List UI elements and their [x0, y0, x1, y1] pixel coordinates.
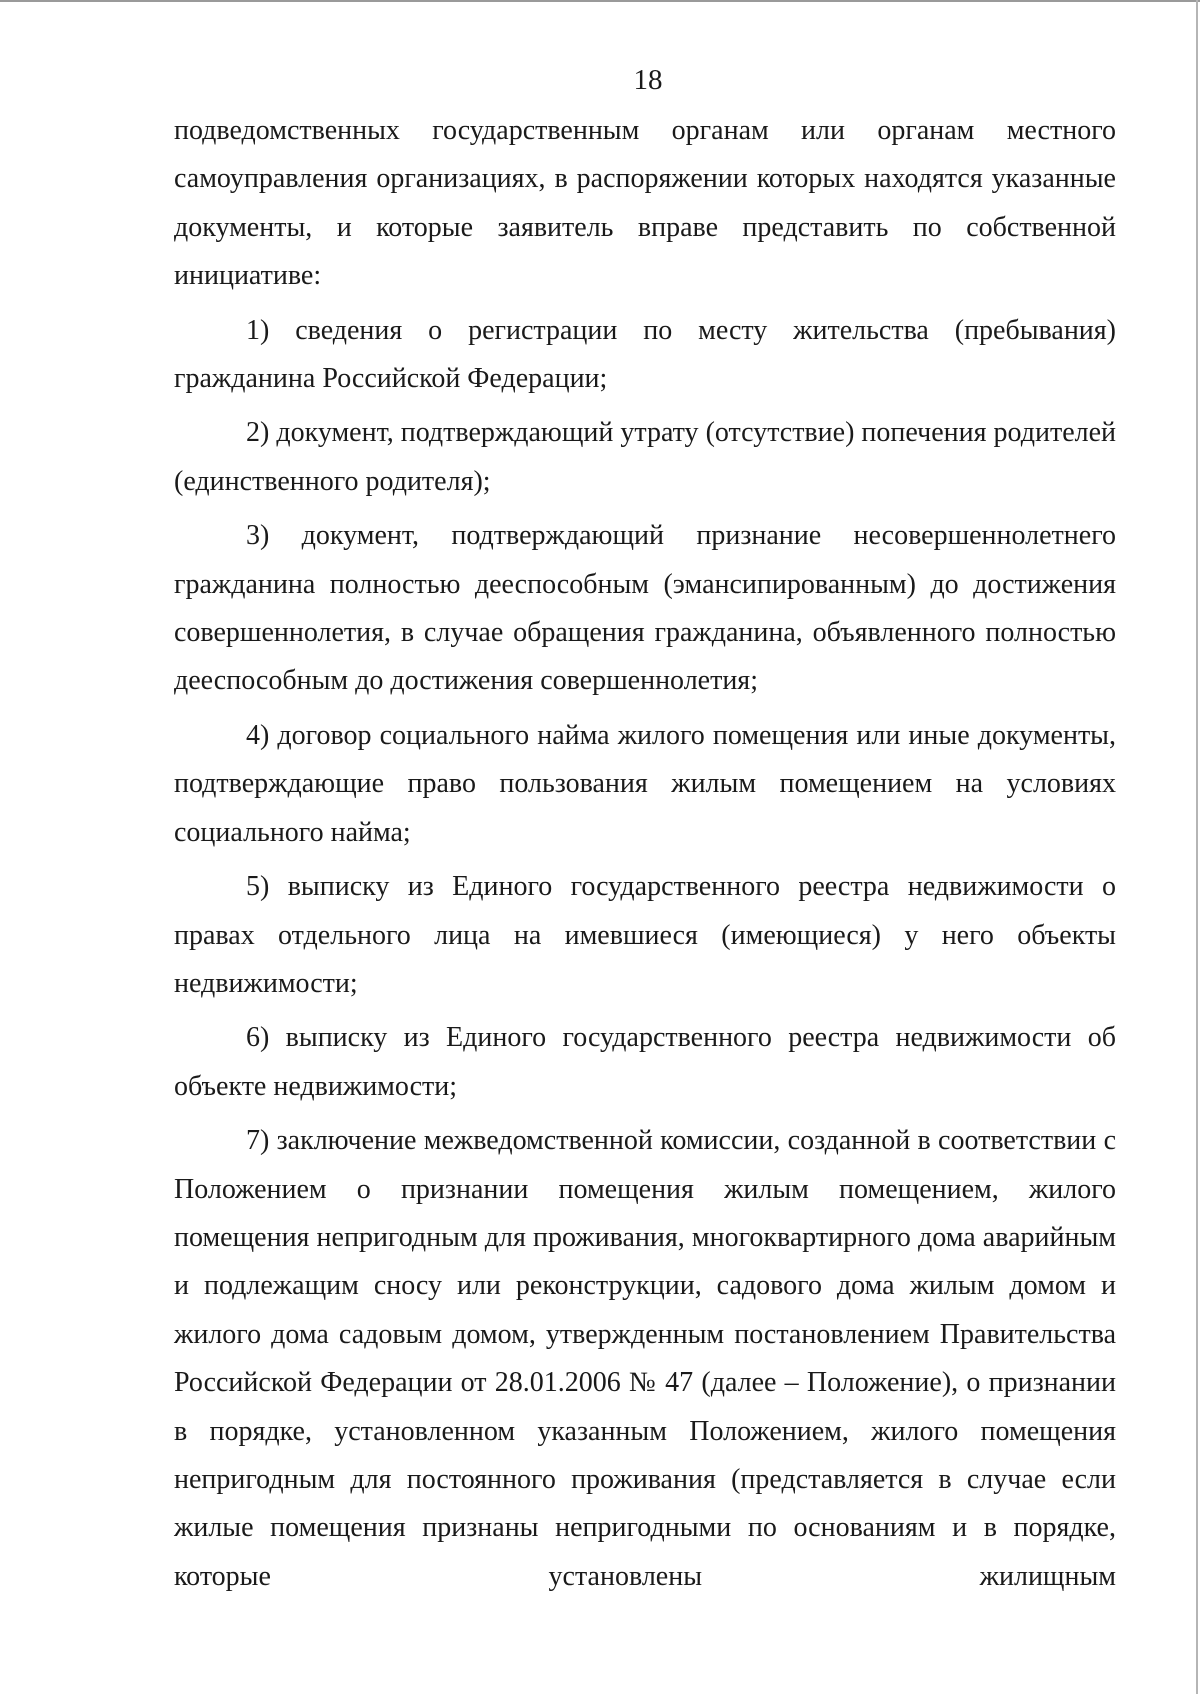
scan-edge-right: [1196, 0, 1198, 1694]
list-item-4: 4) договор социального найма жилого помещения или иные документы, подтверждающие право пользования жилым помещением на условиях социального найма;: [174, 719, 1116, 848]
list-item-1: 1) сведения о регистрации по месту жительства (пребывания) гражданина Российской Федерации;: [174, 314, 1116, 395]
list-item-2: 2) документ, подтверждающий утрату (отсутствие) попечения родителей (единственного родителя);: [174, 417, 1116, 497]
list-item-5: 5) выписку из Единого государственного реестра недвижимости о правах отдельного лица на имевшиеся (имеющиеся) у него объекты недвижимости;: [174, 871, 1116, 999]
list-item-6: 6) выписку из Единого государственного реестра недвижимости об объекте недвижимости;: [174, 1022, 1116, 1102]
paragraph-intro: подведомственных государственным органам или органам местного самоуправления организациях, в распоряжении которых находятся указанные документы, и которые заявитель вправе представить по собственной инициативе:: [174, 115, 1116, 292]
page-number: 18: [633, 64, 663, 96]
list-item-3: 3) документ, подтверждающий признание несовершеннолетнего гражданина полностью дееспособным (эмансипированным) до достижения совершеннолетия, в случае обращения гражданина, объявленного полностью дееспособным до достижения совершеннолетия;: [174, 520, 1116, 697]
list-item-7: 7) заключение межведомственной комиссии, созданной в соответствии с Положением о признании помещения жилым помещением, жилого помещения непригодным для проживания, многоквартирного дома аварийным и подлежащим сносу или реконструкции, садового дома жилым домом и жилого дома садовым домом, утвержденным постановлением Правительства Российской Федерации от 28.01.2006 № 47 (далее – Положение), о признании в порядке, установленном указанным Положением, жилого помещения непригодным для постоянного проживания (представляется в случае если жилые помещения признаны непригодными по основаниям и в порядке, которые установлены жилищным: [174, 1125, 1116, 1592]
scan-edge-top: [0, 0, 1200, 2]
document-body: [174, 107, 1116, 1601]
